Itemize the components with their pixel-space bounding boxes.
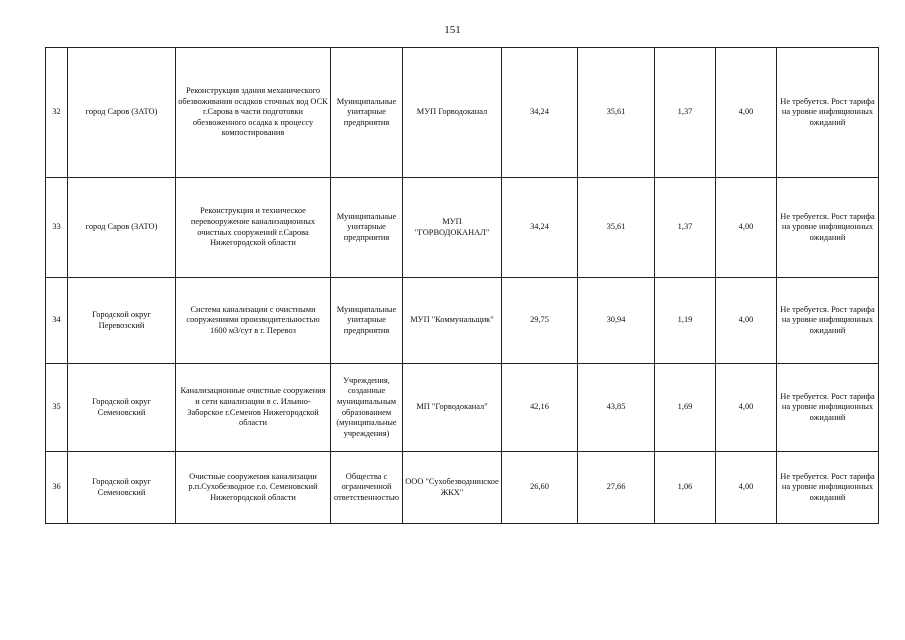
- value-cell-4: 4,00: [716, 452, 777, 524]
- value-cell-3: 1,37: [655, 178, 716, 278]
- row-number: 36: [46, 452, 68, 524]
- table-row: [46, 48, 879, 178]
- org-type-cell: Общества с ограниченной ответственностью: [331, 452, 403, 524]
- municipality-cell: город Саров (ЗАТО): [68, 178, 176, 278]
- value-cell-4: 4,00: [716, 48, 777, 178]
- object-cell: Канализационные очистные сооружения и сети канализации в с. Ильино-Заборское г.Семенов Нижегородской области: [176, 364, 331, 452]
- org-type-cell: Муниципальные унитарные предприятия: [331, 48, 403, 178]
- value-cell-3: 1,69: [655, 364, 716, 452]
- value-cell-4: 4,00: [716, 278, 777, 364]
- note-cell: Не требуется. Рост тарифа на уровне инфляционных ожиданий: [777, 278, 879, 364]
- table-row: [46, 178, 879, 278]
- note-cell: Не требуется. Рост тарифа на уровне инфляционных ожиданий: [777, 452, 879, 524]
- value-cell-3: 1,37: [655, 48, 716, 178]
- value-cell-1: 34,24: [502, 48, 578, 178]
- municipality-cell: Городской округ Перевозский: [68, 278, 176, 364]
- value-cell-2: 27,66: [578, 452, 655, 524]
- operator-cell: МУП "ГОРВОДОКАНАЛ": [403, 178, 502, 278]
- value-cell-1: 42,16: [502, 364, 578, 452]
- tariff-table: [45, 47, 879, 524]
- value-cell-2: 43,85: [578, 364, 655, 452]
- value-cell-2: 30,94: [578, 278, 655, 364]
- value-cell-4: 4,00: [716, 178, 777, 278]
- value-cell-1: 26,60: [502, 452, 578, 524]
- org-type-cell: Муниципальные унитарные предприятия: [331, 178, 403, 278]
- table-row: [46, 278, 879, 364]
- note-cell: Не требуется. Рост тарифа на уровне инфляционных ожиданий: [777, 178, 879, 278]
- row-number: 33: [46, 178, 68, 278]
- object-cell: Очистные сооружения канализации р.п.Сухобезводное г.о. Семеновский Нижегородской области: [176, 452, 331, 524]
- value-cell-3: 1,19: [655, 278, 716, 364]
- object-cell: Система канализации с очистными сооружениями производительностью 1600 м3/сут в г. Перевоз: [176, 278, 331, 364]
- row-number: 32: [46, 48, 68, 178]
- operator-cell: МУП Горводоканал: [403, 48, 502, 178]
- value-cell-1: 29,75: [502, 278, 578, 364]
- note-cell: Не требуется. Рост тарифа на уровне инфляционных ожиданий: [777, 48, 879, 178]
- note-cell: Не требуется. Рост тарифа на уровне инфляционных ожиданий: [777, 364, 879, 452]
- object-cell: Реконструкция и техническое перевооружение канализационных очистных сооружений г.Сарова Нижегородской области: [176, 178, 331, 278]
- value-cell-1: 34,24: [502, 178, 578, 278]
- page-number: 151: [444, 24, 461, 36]
- row-number: 34: [46, 278, 68, 364]
- operator-cell: МУП "Коммунальщик": [403, 278, 502, 364]
- org-type-cell: Учреждения, созданные муниципальным образованием (муниципальные учреждения): [331, 364, 403, 452]
- municipality-cell: Городской округ Семеновский: [68, 364, 176, 452]
- municipality-cell: Городской округ Семеновский: [68, 452, 176, 524]
- operator-cell: ООО "Сухобезводнинское ЖКХ": [403, 452, 502, 524]
- value-cell-2: 35,61: [578, 48, 655, 178]
- table-row: [46, 364, 879, 452]
- operator-cell: МП "Горводоканал": [403, 364, 502, 452]
- municipality-cell: город Саров (ЗАТО): [68, 48, 176, 178]
- value-cell-4: 4,00: [716, 364, 777, 452]
- object-cell: Реконструкция здания механического обезвоживания осадков сточных вод ОСК г.Сарова в части подготовки обезвоженного осадка к процессу компостирования: [176, 48, 331, 178]
- value-cell-3: 1,06: [655, 452, 716, 524]
- org-type-cell: Муниципальные унитарные предприятия: [331, 278, 403, 364]
- value-cell-2: 35,61: [578, 178, 655, 278]
- row-number: 35: [46, 364, 68, 452]
- table-row: [46, 452, 879, 524]
